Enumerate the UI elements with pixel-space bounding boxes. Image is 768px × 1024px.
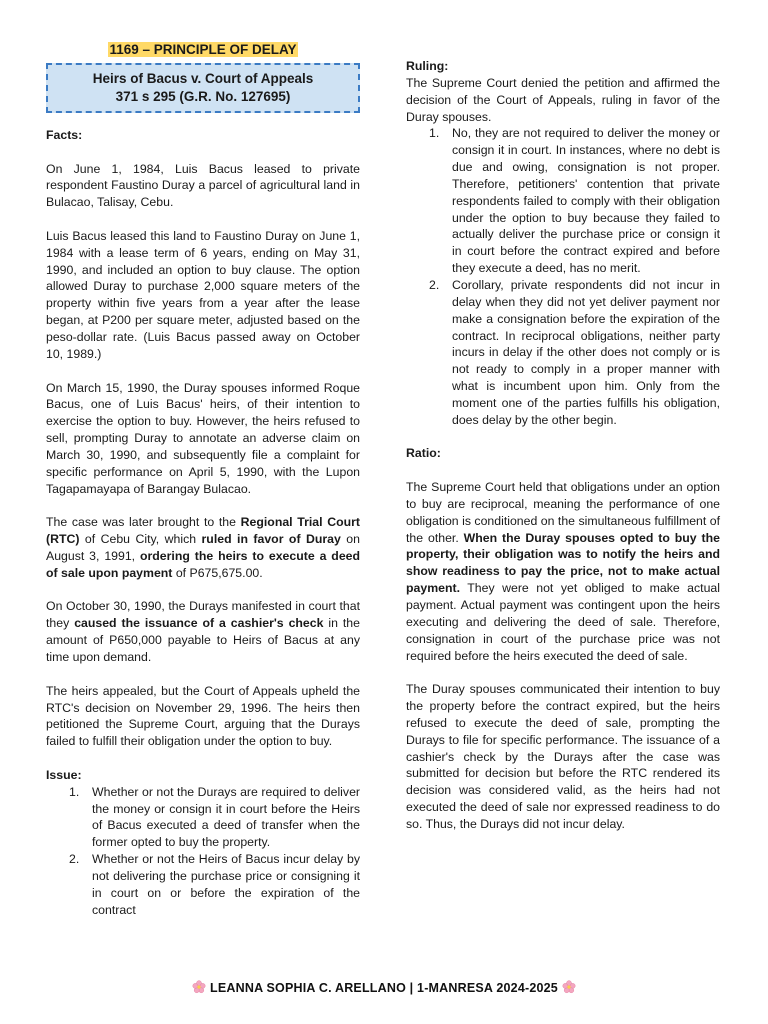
facts-heading: Facts: [46, 127, 83, 142]
bold-run: caused the issuance of a cashier's check [74, 616, 324, 631]
text-run: on August 3, 1991, [46, 532, 360, 563]
facts-paragraph-2: Luis Bacus leased this land to Faustino Duray on June 1, 1984 with a lease term of 6 years, ending on May 31, 1990, and included an option to buy clause. The option allowed Duray to purchase 2,000 square meters of the property within five years from a year after the lease began, at P200 per square meter, adjusted based on the peso-dollar rate. (Luis Bacus passed away on October 10, 1989.) [46, 228, 360, 361]
ratio-paragraph-2: The Duray spouses communicated their intention to buy the property before the contract expired, but the heirs refused to execute the deed of sale, prompting the Durays to file for specific performance. The issuance of a cashier's check by the Durays after the case was submitted for decision but before the RTC rendered its decision was considered valid, as the heirs had not executed the deed of sale nor expressed readiness to do so. Thus, the Durays did not incur delay. [406, 682, 720, 831]
case-title-box [46, 63, 360, 113]
bold-run: Regional Trial Court (RTC) [46, 515, 360, 547]
list-text: Whether or not the Heirs of Bacus incur delay by not delivering the purchase price or consigning it in court on or before the expiration of the contract [92, 852, 360, 917]
list-number: 2. [429, 277, 440, 292]
list-text: Whether or not the Durays are required to deliver the money or consign it in court before the Heirs of Bacus executed a deed of transfer when the former opted to buy the property. [92, 784, 360, 850]
list-item [46, 784, 360, 851]
text-run: in the amount of P650,000 payable to Heirs of Bacus at any time upon demand. [46, 616, 360, 664]
facts-paragraph-6: The heirs appealed, but the Court of Appeals upheld the RTC's decision on November 29, 1996. The heirs then petitioned the Supreme Court, arguing that the Durays failed to fulfill their obligation under the option to buy. [46, 683, 360, 749]
list-number: 1. [429, 126, 440, 141]
footer-text: LEANNA SOPHIA C. ARELLANO | 1-MANRESA 2024-2025 [210, 981, 558, 995]
topic-heading [46, 42, 360, 59]
issue-heading: Issue: [46, 767, 82, 782]
issue-list [46, 784, 360, 919]
text-run: On October 30, 1990, the Durays manifested in court that they [46, 599, 360, 631]
facts-paragraph-1: On June 1, 1984, Luis Bacus leased to private respondent Faustino Duray a parcel of agricultural land in Bulacao, Talisay, Cebu. [46, 161, 360, 210]
topic-label: 1169 – PRINCIPLE OF DELAY [109, 42, 297, 57]
list-text: No, they are not required to deliver the money or consign it in court. In instances, where no debt is due and owing, consignation is not proper. Therefore, petitioners' contention that private respondents failed to comply with their obligation under the option to buy because they failed to actually deliver the purchase price or consign it in court before the contract expired and before they execute a deed, has no merit. [452, 126, 720, 276]
case-title: Heirs of Bacus v. Court of Appeals [92, 70, 314, 86]
list-item [406, 277, 720, 429]
ruling-heading: Ruling: [406, 59, 449, 73]
facts-paragraph-4 [46, 514, 360, 581]
ratio-heading: Ratio: [406, 446, 441, 461]
text-run: The case was later brought to the [46, 515, 241, 530]
footer [0, 980, 768, 997]
bold-run: ordering the heirs to execute a deed of sale upon payment [46, 548, 361, 580]
ruling-intro: The Supreme Court denied the petition and affirmed the decision of the Court of Appeals, ruling in favor of the Duray spouses. [406, 75, 720, 124]
bold-run: When the Duray spouses opted to buy the property, their obligation was to notify the heirs and show readiness to pay the price, not to make actual payment. [406, 530, 720, 596]
text-run: of P675,675.00. [172, 565, 263, 580]
text-run: of Cebu City, which [79, 532, 202, 547]
case-citation: 371 s 295 (G.R. No. 127695) [115, 88, 291, 104]
facts-paragraph-3: On March 15, 1990, the Duray spouses informed Roque Bacus, one of Luis Bacus' heirs, of their intention to exercise the option to buy. However, the heirs refused to sell, prompting Duray to annotate an adverse claim on March 30, 1990, and subsequently file a complaint for specific performance on April 5, 1990, with the Lupon Tagapamayapa of Barangay Bulacao. [46, 380, 360, 496]
facts-paragraph-5 [46, 598, 360, 665]
text-run: The Supreme Court held that obligations under an option to buy are reciprocal, meaning the performance of one obligation is conditioned on the simultaneous fulfillment of the other. [406, 480, 720, 545]
bold-run: ruled in favor of Duray [201, 532, 341, 547]
left-column [46, 42, 360, 919]
list-number: 2. [69, 852, 80, 867]
list-text: Corollary, private respondents did not incur in delay when they did not yet deliver payment nor make a consignation before the expiration of the contract. In reciprocal obligations, neither party incurs in delay if the other does not comply or is not ready to comply in a proper manner with what is incumbent upon him. Only from the moment one of the parties fulfills his obligation, does delay by the other begin. [452, 277, 720, 427]
list-item [46, 851, 360, 918]
text-run: They were not yet obliged to make actual payment. Actual payment was contingent upon the heirs executing and delivering the deed of sale. Therefore, consignation in court of the purchase price was not required before the heirs executed the deed of sale. [406, 581, 720, 663]
list-number: 1. [69, 784, 80, 799]
ruling-list [406, 125, 720, 428]
ratio-paragraph-1 [406, 479, 720, 664]
list-item [406, 125, 720, 277]
cherry-blossom-icon [192, 980, 206, 997]
right-column [406, 58, 720, 850]
cherry-blossom-icon [562, 980, 576, 997]
